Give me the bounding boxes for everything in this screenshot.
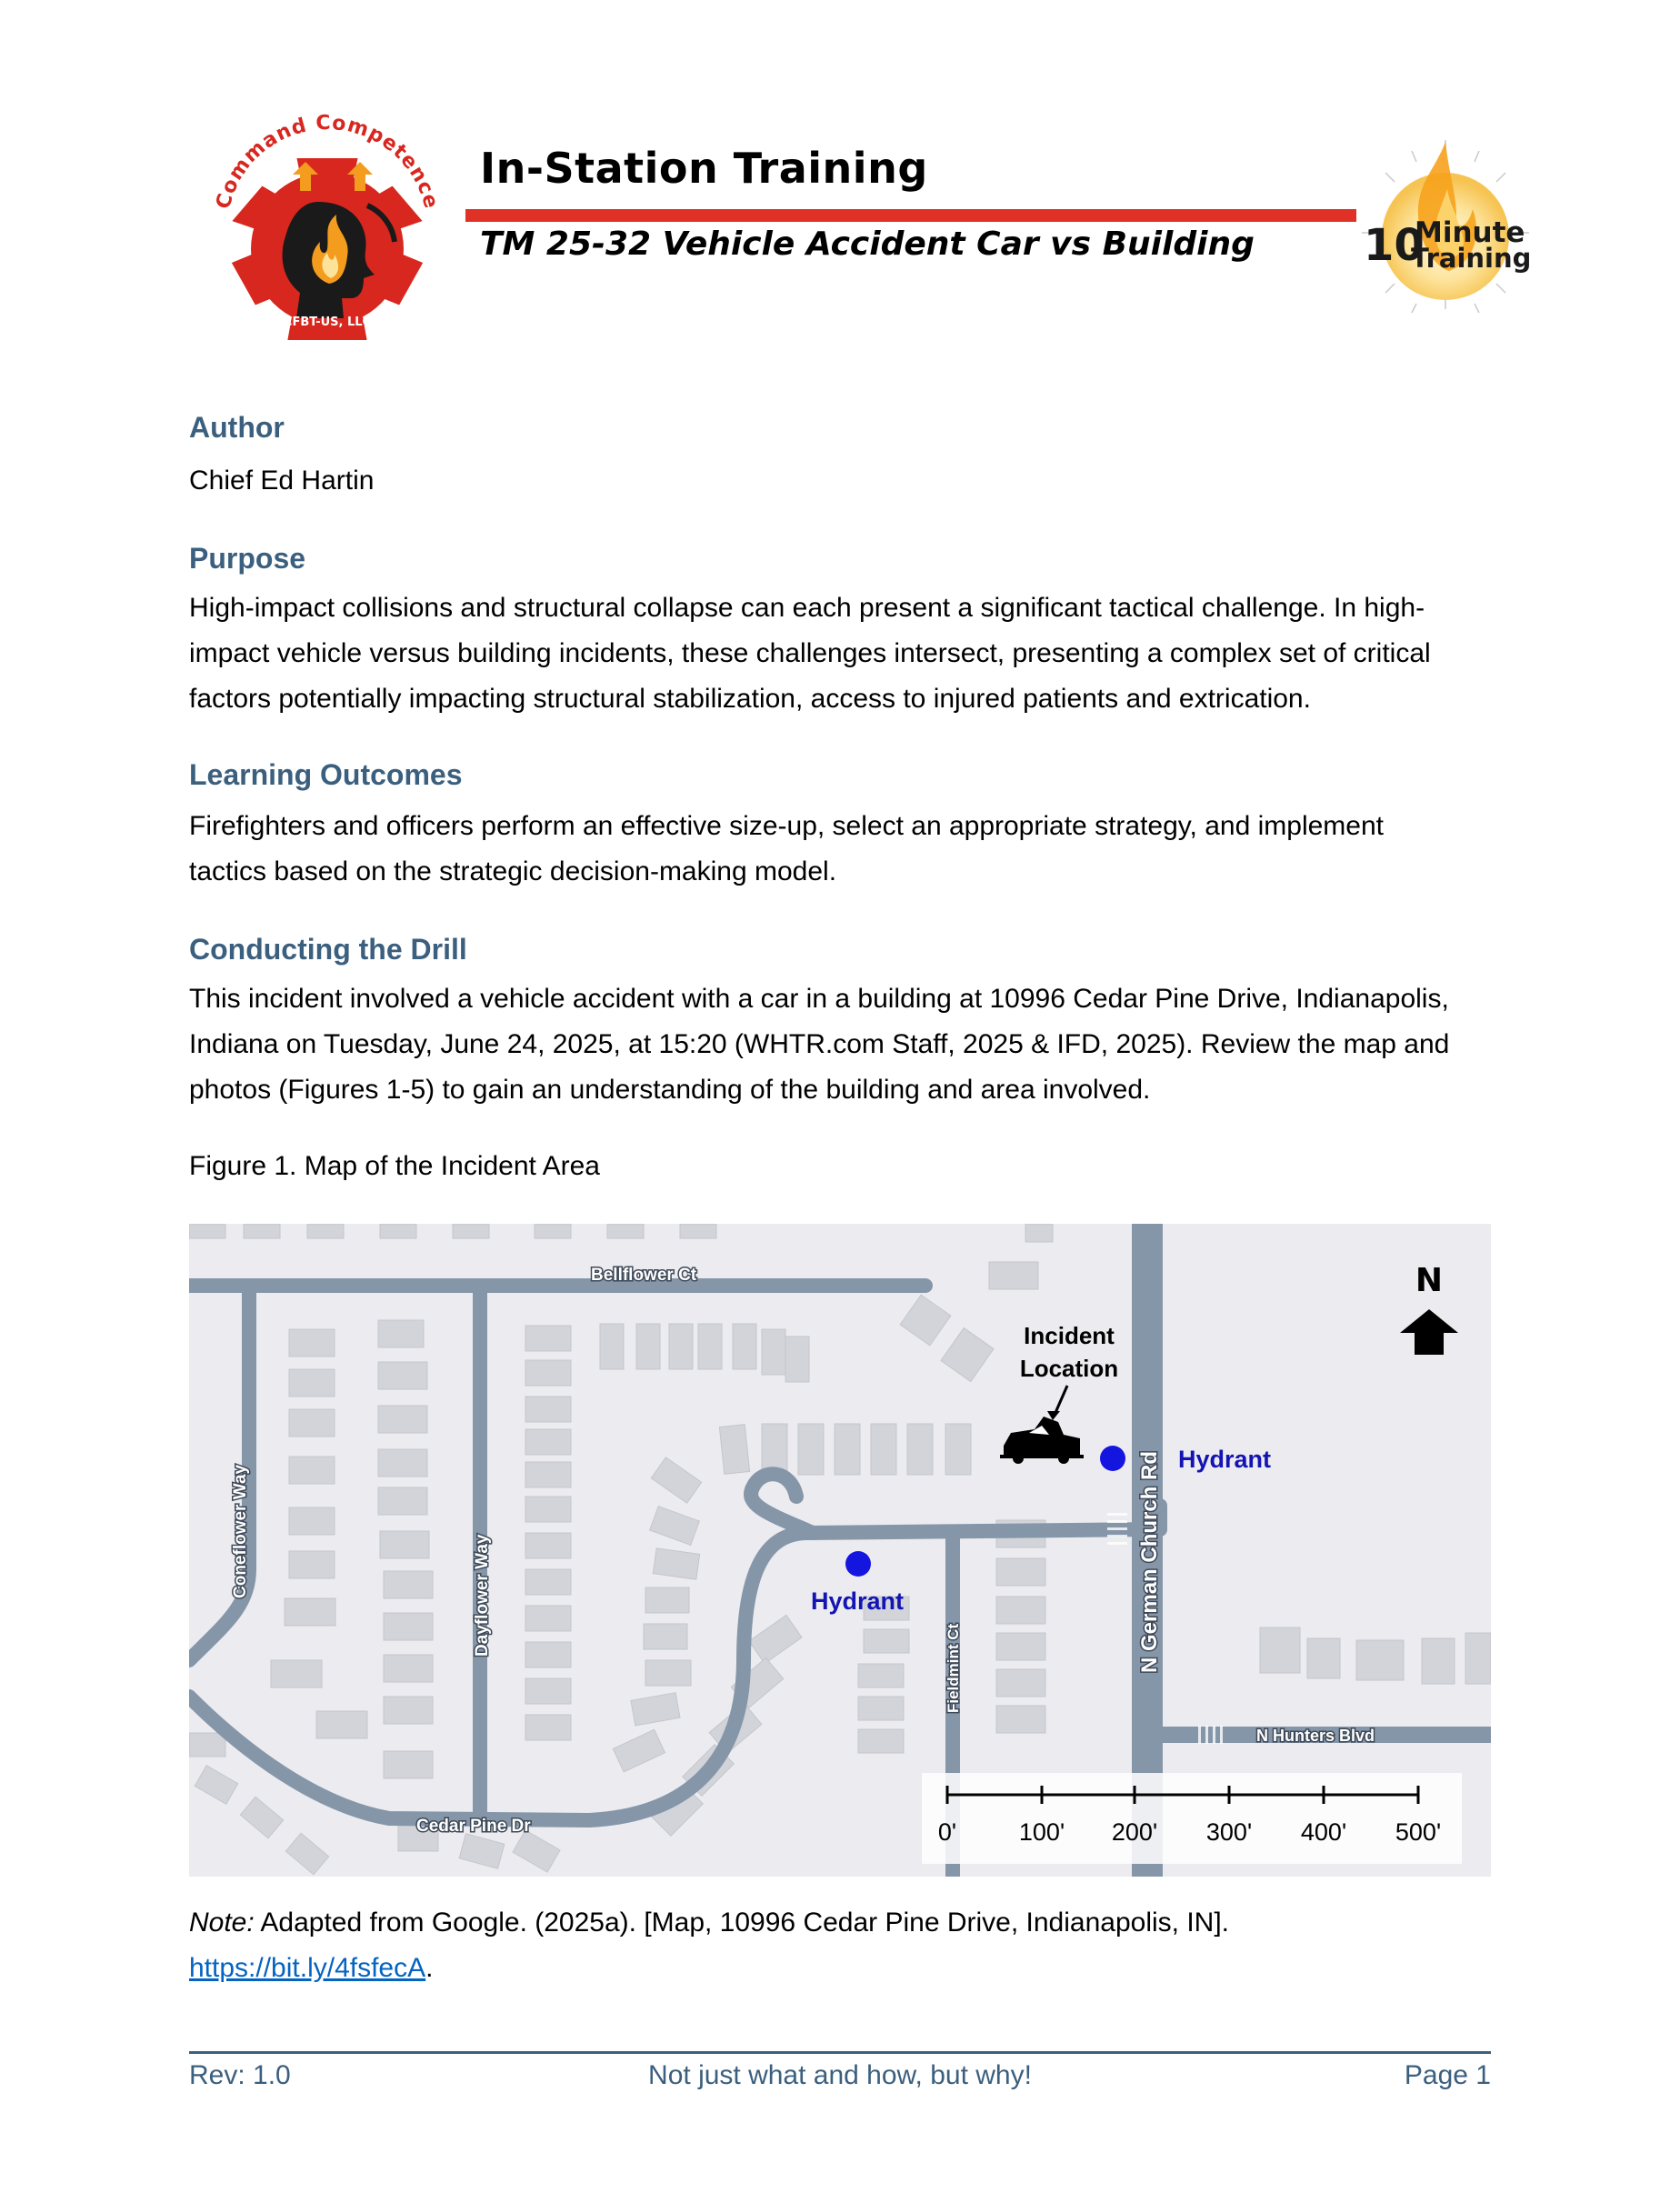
note-text: Adapted from Google. (2025a). [Map, 10996 Cedar Pine Drive, Indianapolis, IN]. (254, 1908, 1229, 1938)
incident-label-line2: Location (1019, 1355, 1119, 1382)
note-trailing: . (425, 1953, 434, 1983)
scale-label: 400' (1300, 1818, 1347, 1846)
hydrant-label-east: Hydrant (1178, 1446, 1272, 1473)
figure-caption: Figure 1. Map of the Incident Area (189, 1151, 600, 1181)
north-label: N (1415, 1262, 1444, 1299)
incident-label-line1: Incident (1024, 1322, 1115, 1349)
street-label-bellflower: Bellflower Ct (591, 1266, 697, 1285)
footer-page-number: Page 1 (1404, 2060, 1491, 2090)
scale-label: 500' (1395, 1818, 1442, 1846)
logo-bottom-text: CFBT-US, LLC (283, 315, 372, 329)
command-competence-logo (191, 93, 455, 356)
svg-text:Command Competence: Command Competence (212, 111, 443, 212)
street-label-hunters: N Hunters Blvd (1256, 1727, 1375, 1745)
street-label-coneflower: Coneflower Way (231, 1464, 250, 1598)
author-name: Chief Ed Hartin (189, 466, 375, 496)
street-label-fieldmint: Fieldmint Ct (945, 1623, 962, 1713)
scale-bar (922, 1773, 1462, 1864)
scale-label: 300' (1205, 1818, 1253, 1846)
note-label: Note: (189, 1908, 255, 1938)
purpose-heading: Purpose (189, 542, 306, 575)
footer-divider (189, 2051, 1491, 2054)
source-link[interactable]: https://bit.ly/4fsfecA (189, 1953, 426, 1983)
learning-outcomes-paragraph: Firefighters and officers perform an effective size-up, select an appropriate strategy, and implement tactics based on the strategic decision-making model. (189, 811, 1384, 886)
logo-word-training: Training (1411, 243, 1529, 274)
conducting-drill-paragraph: This incident involved a vehicle accident with a car in a building at 10996 Cedar Pine Drive, Indianapolis, Indiana on Tuesday, June 24, 2025, at 15:20 (WHTR.com Staff, 2025 & IFD, 2025). Review the map and photos (Figures 1-5) to gain an understanding of the building and area involved. (189, 984, 1450, 1105)
street-label-dayflower: Dayflower Way (473, 1534, 492, 1657)
ten-minute-training-logo (1362, 135, 1529, 315)
title-divider (465, 209, 1356, 222)
logo-number: 10 (1364, 220, 1425, 271)
incident-area-map (189, 1224, 1491, 1877)
hydrant-marker-east (1100, 1446, 1125, 1471)
scale-label: 0' (937, 1818, 957, 1846)
street-label-cedar-pine: Cedar Pine Dr (416, 1817, 531, 1836)
street-label-german-church: N German Church Rd (1137, 1450, 1162, 1673)
north-arrow (1400, 1262, 1458, 1355)
map-source-note (189, 1900, 1498, 1991)
author-heading: Author (189, 411, 285, 444)
purpose-paragraph: High-impact collisions and structural collapse can each present a significant tactical challenge. In high- impact vehicle versus building incidents, these challenges intersect, presenting a complex set of critical factors potentially impacting structural stabilization, access to injured patients and extrication. (189, 593, 1431, 714)
page-title: In-Station Training (480, 144, 928, 193)
footer-revision: Rev: 1.0 (189, 2060, 291, 2090)
hydrant-label-west: Hydrant (811, 1587, 905, 1615)
learning-outcomes-heading: Learning Outcomes (189, 758, 463, 791)
footer-tagline: Not just what and how, but why! (648, 2060, 1032, 2090)
page-subtitle: TM 25-32 Vehicle Accident Car vs Building (480, 225, 1255, 263)
vehicle-icon (1000, 1417, 1084, 1464)
logo-word-minute: Minute (1415, 216, 1525, 249)
conducting-drill-heading: Conducting the Drill (189, 933, 467, 966)
scale-label: 200' (1111, 1818, 1158, 1846)
hydrant-marker-west (845, 1551, 871, 1577)
scale-label: 100' (1018, 1818, 1065, 1846)
